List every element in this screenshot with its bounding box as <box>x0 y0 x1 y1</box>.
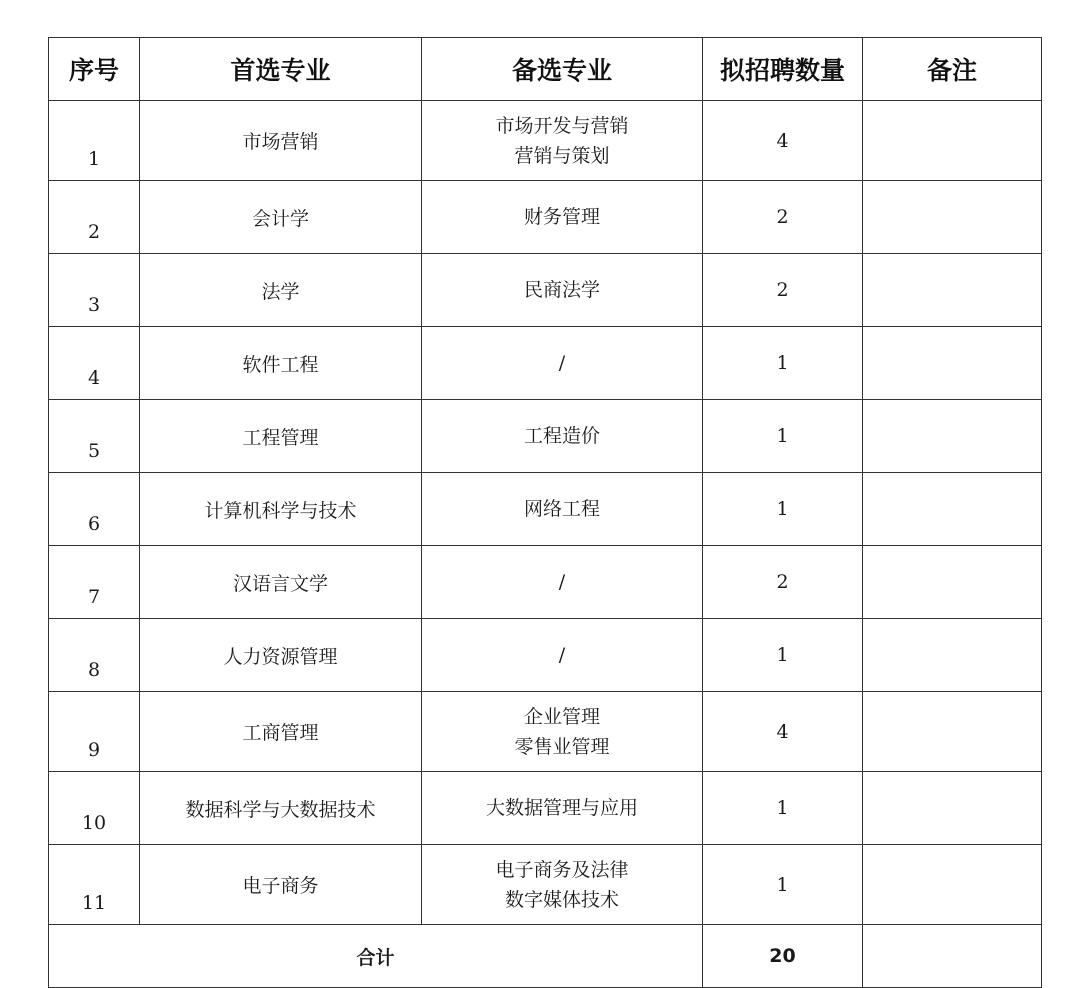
alternate-major-line: 企业管理 <box>523 705 600 728</box>
cell-index: 3 <box>49 254 140 327</box>
cell-index: 4 <box>49 327 140 400</box>
table-row <box>49 254 1042 327</box>
cell-hiring-count: 1 <box>703 327 863 400</box>
alternate-major-line: 财务管理 <box>523 206 600 228</box>
cell-index: 1 <box>49 101 140 181</box>
cell-remark <box>863 619 1042 692</box>
cell-primary-major: 工程管理 <box>140 400 422 473</box>
cell-remark <box>863 327 1042 400</box>
alternate-major-line: 电子商务及法律 <box>495 858 629 881</box>
cell-remark <box>863 473 1042 546</box>
cell-index: 6 <box>49 473 140 546</box>
header-alternate-major: 备选专业 <box>422 38 703 101</box>
cell-remark <box>863 845 1042 925</box>
total-count: 20 <box>703 925 863 988</box>
cell-alternate-major <box>422 327 703 400</box>
alternate-major-line: 零售业管理 <box>514 735 610 758</box>
cell-remark <box>863 400 1042 473</box>
header-primary-major: 首选专业 <box>140 38 422 101</box>
cell-hiring-count: 4 <box>703 692 863 772</box>
alternate-major-line: 数字媒体技术 <box>504 888 619 911</box>
cell-remark <box>863 101 1042 181</box>
cell-primary-major: 市场营销 <box>140 101 422 181</box>
cell-primary-major: 计算机科学与技术 <box>140 473 422 546</box>
cell-index: 11 <box>49 845 140 925</box>
cell-alternate-major <box>422 546 703 619</box>
alternate-major-line: 工程造价 <box>523 425 600 447</box>
total-label: 合计 <box>49 925 703 988</box>
table-row <box>49 845 1042 925</box>
table-row <box>49 619 1042 692</box>
cell-hiring-count: 2 <box>703 546 863 619</box>
table-row <box>49 400 1042 473</box>
cell-hiring-count: 1 <box>703 619 863 692</box>
header-row <box>49 38 1042 101</box>
cell-alternate-major <box>422 181 703 254</box>
cell-hiring-count: 2 <box>703 254 863 327</box>
alternate-major-line: 民商法学 <box>523 279 600 301</box>
cell-primary-major: 法学 <box>140 254 422 327</box>
header-hiring-count: 拟招聘数量 <box>703 38 863 101</box>
cell-primary-major: 数据科学与大数据技术 <box>140 772 422 845</box>
cell-primary-major: 电子商务 <box>140 845 422 925</box>
cell-hiring-count: 1 <box>703 473 863 546</box>
cell-alternate-major <box>422 619 703 692</box>
table-row <box>49 772 1042 845</box>
alternate-major-line: / <box>558 571 566 593</box>
cell-alternate-major <box>422 400 703 473</box>
cell-index: 7 <box>49 546 140 619</box>
cell-remark <box>863 692 1042 772</box>
cell-index: 9 <box>49 692 140 772</box>
alternate-major-line: 市场开发与营销 <box>495 114 629 137</box>
cell-index: 10 <box>49 772 140 845</box>
table-body <box>49 101 1042 988</box>
table-row <box>49 181 1042 254</box>
header-remark: 备注 <box>863 38 1042 101</box>
table-row <box>49 546 1042 619</box>
total-row <box>49 925 1042 988</box>
cell-primary-major: 工商管理 <box>140 692 422 772</box>
cell-hiring-count: 2 <box>703 181 863 254</box>
alternate-major-line: 大数据管理与应用 <box>485 797 638 819</box>
cell-alternate-major <box>422 845 703 925</box>
cell-remark <box>863 181 1042 254</box>
cell-primary-major: 软件工程 <box>140 327 422 400</box>
cell-primary-major: 汉语言文学 <box>140 546 422 619</box>
cell-index: 5 <box>49 400 140 473</box>
cell-alternate-major <box>422 692 703 772</box>
cell-index: 8 <box>49 619 140 692</box>
cell-alternate-major <box>422 473 703 546</box>
alternate-major-line: / <box>558 644 566 666</box>
cell-alternate-major <box>422 101 703 181</box>
table-row <box>49 473 1042 546</box>
alternate-major-line: / <box>558 352 566 374</box>
table-row <box>49 101 1042 181</box>
cell-alternate-major <box>422 772 703 845</box>
cell-hiring-count: 1 <box>703 400 863 473</box>
cell-remark <box>863 772 1042 845</box>
cell-index: 2 <box>49 181 140 254</box>
cell-hiring-count: 1 <box>703 772 863 845</box>
recruitment-table <box>48 37 1042 988</box>
table-row <box>49 327 1042 400</box>
cell-alternate-major <box>422 254 703 327</box>
alternate-major-line: 营销与策划 <box>514 144 610 167</box>
table-row <box>49 692 1042 772</box>
cell-primary-major: 人力资源管理 <box>140 619 422 692</box>
header-index: 序号 <box>49 38 140 101</box>
cell-remark <box>863 546 1042 619</box>
total-remark <box>863 925 1042 988</box>
cell-remark <box>863 254 1042 327</box>
cell-hiring-count: 4 <box>703 101 863 181</box>
cell-primary-major: 会计学 <box>140 181 422 254</box>
cell-hiring-count: 1 <box>703 845 863 925</box>
alternate-major-line: 网络工程 <box>523 498 600 520</box>
